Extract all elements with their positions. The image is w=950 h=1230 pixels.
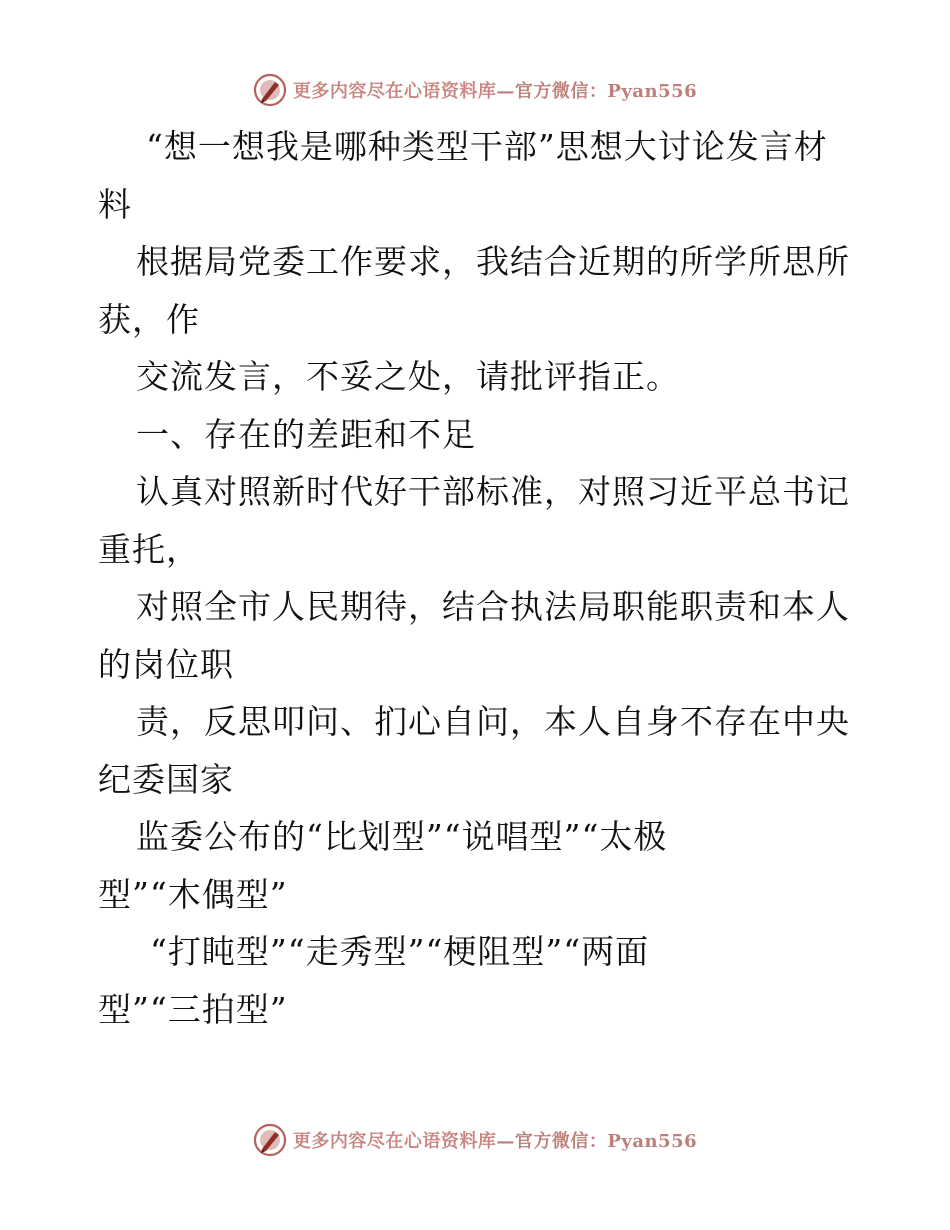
pen-logo-icon [253, 1123, 287, 1157]
text-line: “想一想我是哪种类型干部”思想大讨论发言材 [146, 127, 828, 166]
text-line: “打盹型”“走秀型”“梗阻型”“两面 [150, 932, 650, 971]
text-line: 一、存在的差距和不足 [136, 414, 476, 454]
watermark-text: 更多内容尽在心语资料库—官方微信：Pyan556 [292, 81, 698, 102]
text-line: 重托， [98, 529, 200, 569]
text-line: 对照全市人民期待，结合执法局职能职责和本人 [136, 587, 850, 626]
text-line: 根据局党委工作要求，我结合近期的所学所思所 [136, 242, 850, 281]
text-line: 料 [98, 184, 132, 224]
text-line: 获，作 [98, 299, 200, 339]
document-body [98, 118, 858, 1038]
text-line: 型”“木偶型” [98, 874, 288, 914]
watermark-text: 更多内容尽在心语资料库—官方微信：Pyan556 [292, 1131, 698, 1152]
watermark-header [0, 70, 950, 110]
text-line: 型”“三拍型” [98, 989, 288, 1029]
pen-logo-icon [253, 73, 287, 107]
text-line: 认真对照新时代好干部标准，对照习近平总书记 [136, 472, 850, 511]
watermark-footer [0, 1120, 950, 1160]
text-line: 责，反思叩问、扪心自问，本人自身不存在中央 [136, 702, 850, 741]
text-line: 纪委国家 [98, 759, 234, 799]
text-line: 的岗位职 [98, 644, 234, 684]
text-line: 交流发言，不妥之处，请批评指正。 [136, 357, 680, 396]
text-line: 监委公布的“比划型”“说唱型”“太极 [136, 817, 668, 856]
